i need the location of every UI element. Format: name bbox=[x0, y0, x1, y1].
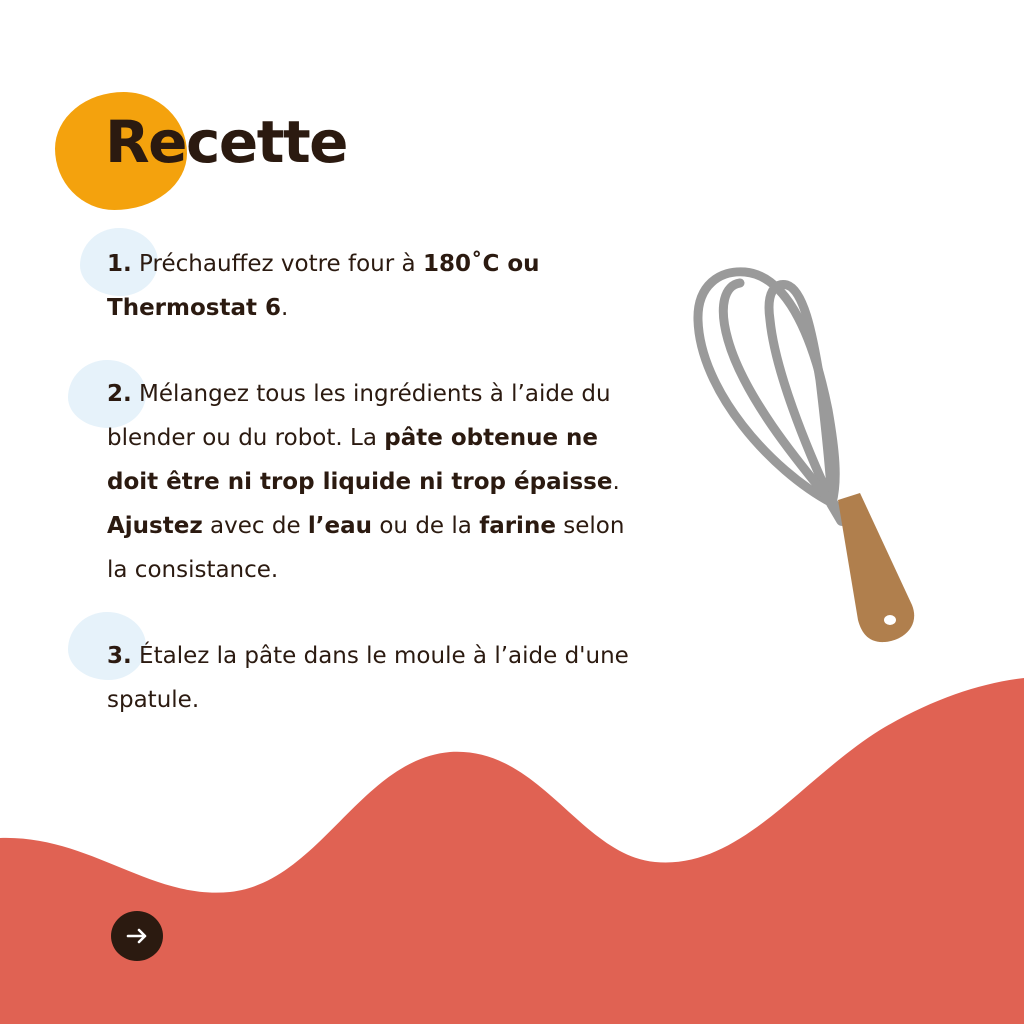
step-text: Étalez la pâte dans le moule à l’aide d'une spatule. bbox=[107, 643, 629, 713]
whisk-icon bbox=[680, 255, 930, 655]
step-text: Préchauffez votre four à bbox=[131, 251, 423, 277]
recipe-step-1 bbox=[107, 242, 652, 330]
step-text: avec de bbox=[202, 513, 308, 539]
arrow-right-icon bbox=[126, 928, 148, 944]
recipe-step-2 bbox=[107, 372, 652, 592]
step-text: Mélangez tous les ingrédients à l’aide du blender ou du robot. La bbox=[107, 381, 611, 451]
red-wave bbox=[0, 678, 1024, 1024]
step-text-bold: Ajustez bbox=[107, 513, 203, 539]
step-text: ou de la bbox=[372, 513, 480, 539]
step-text-bold: pâte obtenue ne doit être ni trop liquide ni trop épaisse bbox=[107, 425, 613, 495]
step-text: selon la consistance. bbox=[107, 513, 625, 583]
next-button[interactable] bbox=[111, 911, 163, 961]
step-text: . bbox=[280, 295, 289, 321]
step-number: 2. bbox=[107, 381, 132, 407]
page-title: Recette bbox=[105, 108, 348, 176]
step-text-bold: farine bbox=[479, 513, 556, 539]
step-text-bold: l’eau bbox=[307, 513, 373, 539]
step-text: . bbox=[612, 469, 620, 495]
step-text-bold: 180˚C ou Thermostat 6 bbox=[107, 251, 540, 321]
recipe-step-3 bbox=[107, 634, 652, 722]
step-number: 3. bbox=[107, 643, 132, 669]
step-number: 1. bbox=[107, 251, 132, 277]
